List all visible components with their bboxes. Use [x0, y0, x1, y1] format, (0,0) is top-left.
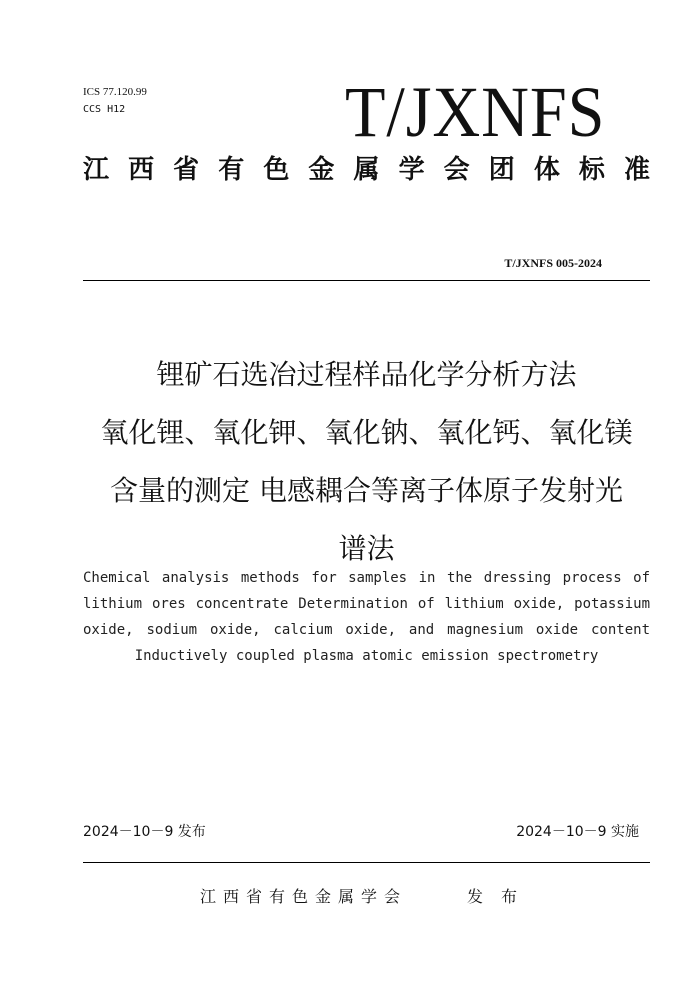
publish-label: 发布 [467, 887, 536, 906]
ics-code: ICS 77.120.99 [83, 86, 147, 98]
chinese-title [75, 346, 658, 578]
chinese-title-line: 锂矿石选冶过程样品化学分析方法 [156, 358, 577, 391]
chinese-title-line: 含量的测定 电感耦合等离子体原子发射光 [110, 474, 623, 507]
ccs-code: CCS H12 [83, 104, 126, 115]
issue-date: 2024－10－9 发布 [83, 824, 206, 840]
organization-title: 江西省有色金属学会团体标准 [83, 155, 650, 185]
standard-logo: T/JXNFS [345, 72, 606, 152]
bottom-divider [83, 862, 650, 863]
english-title: Chemical analysis methods for samples in the dressing process of lithium ores concentrate Determination of lithium oxide, potassium oxide, sodium oxide, calcium oxide, and magnesium oxide content Inductively coupled plasma atomic emission spectrometry [83, 570, 650, 664]
standard-number: T/JXNFS 005-2024 [504, 256, 602, 270]
top-divider [83, 280, 650, 281]
chinese-title-line: 谱法 [338, 532, 395, 565]
chinese-title-line: 氧化锂、氧化钾、氧化钠、氧化钙、氧化镁 [100, 416, 633, 449]
implementation-date: 2024－10－9 实施 [516, 824, 639, 840]
publisher-name: 江西省有色金属学会 [200, 887, 408, 906]
